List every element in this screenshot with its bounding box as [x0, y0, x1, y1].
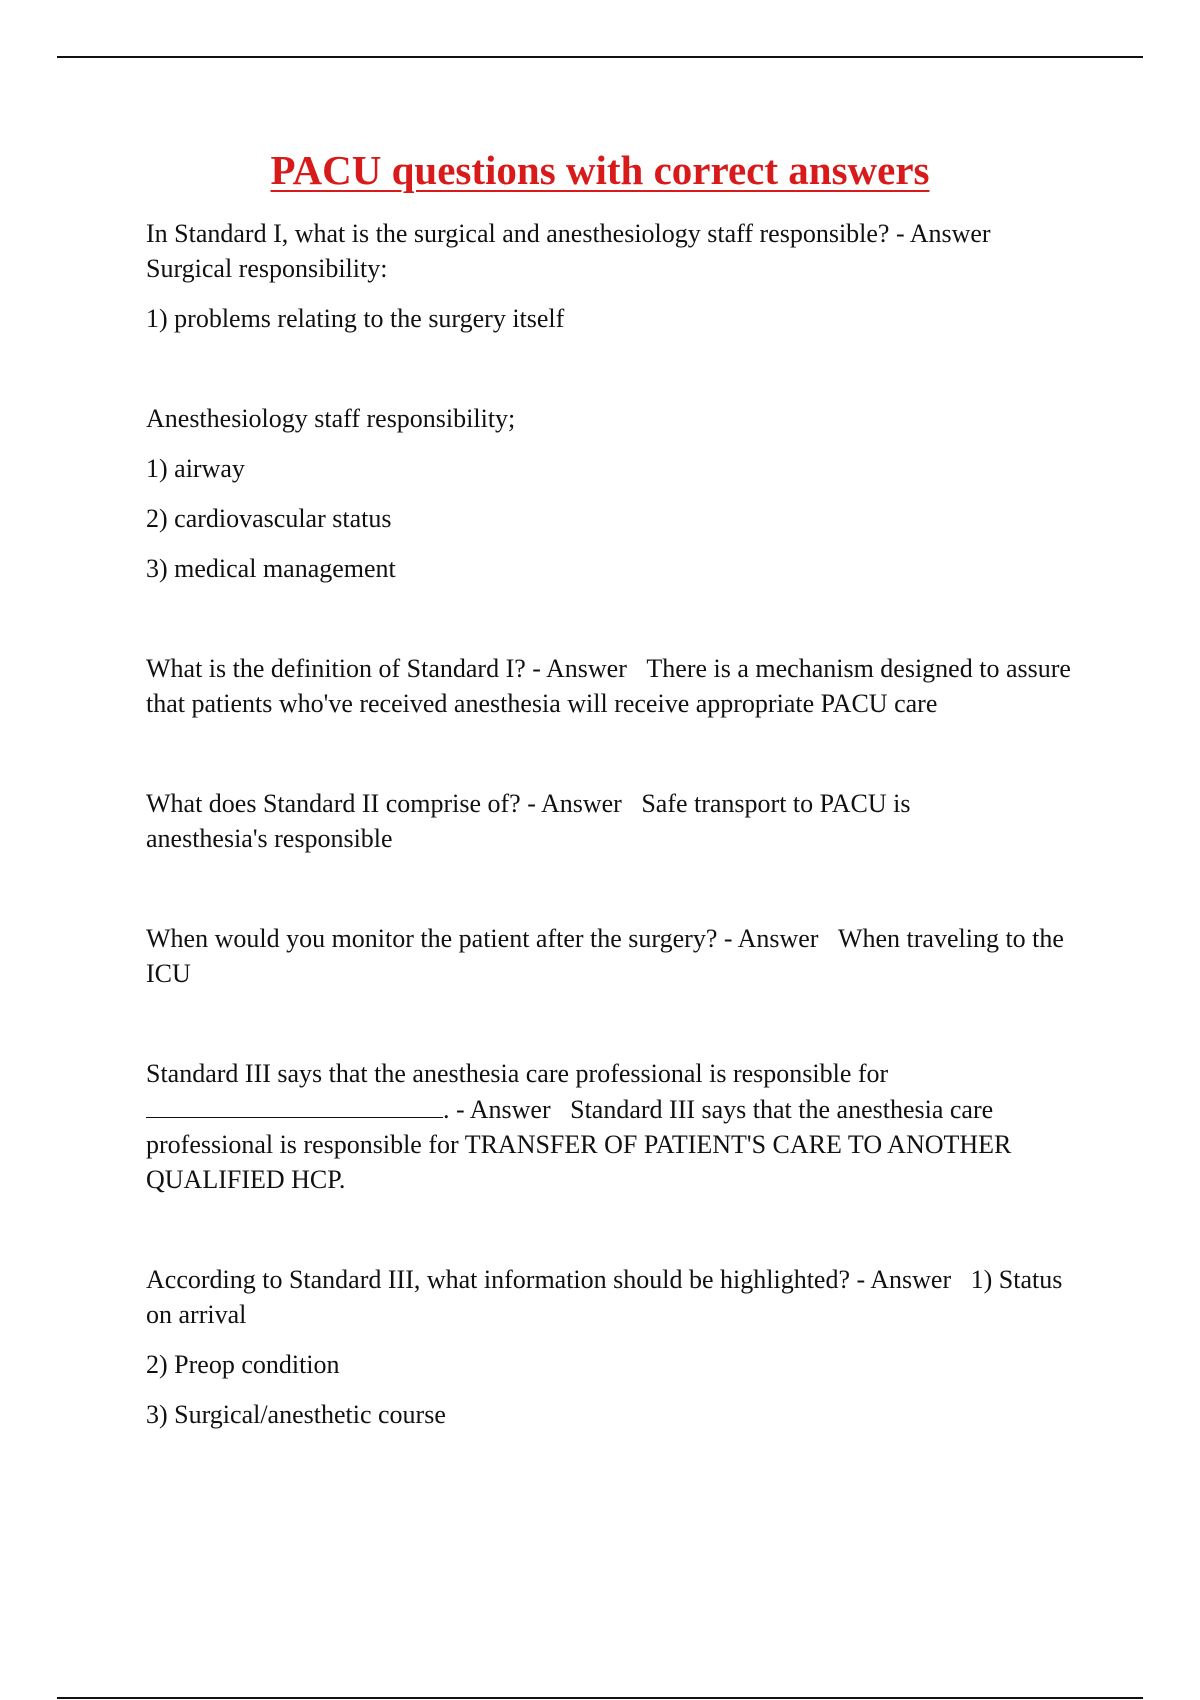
fill-in-blank	[146, 1091, 443, 1118]
separator: -	[717, 924, 738, 953]
answer-label: Answer	[540, 789, 622, 818]
document-title: PACU questions with correct answers	[270, 147, 930, 193]
question-text: Standard III says that the anesthesia care professional is responsible for	[146, 1059, 889, 1088]
answer-subheading: Anesthesiology staff responsibility;	[146, 404, 516, 433]
question-text: According to Standard III, what information should be highlighted?	[146, 1265, 851, 1294]
question-line	[146, 651, 1096, 721]
question-text: What is the definition of Standard I?	[146, 654, 526, 683]
answer-text: When traveling to the ICU	[146, 924, 1064, 988]
qa-block	[146, 1056, 1096, 1197]
question-end: .	[443, 1095, 450, 1124]
header-rule	[57, 56, 1143, 58]
answer-label: Answer	[909, 219, 991, 248]
answer-list-item: 3) medical management	[146, 554, 396, 583]
answer-label: Answer	[546, 654, 627, 683]
separator: -	[889, 219, 910, 248]
answer-list-item: 1) problems relating to the surgery itself	[146, 304, 565, 333]
document-body	[146, 216, 1096, 1432]
answer-label: Answer	[737, 924, 819, 953]
qa-block	[146, 786, 1096, 856]
question-text: In Standard I, what is the surgical and anesthesiology staff responsible?	[146, 219, 890, 248]
qa-block	[146, 216, 1096, 586]
answer-text: 1) Status on arrival	[146, 1265, 1063, 1329]
footer-rule	[57, 1697, 1143, 1699]
answer-text: There is a mechanism designed to assure that patients who've received anesthesia will receive appropriate PACU care	[146, 654, 1071, 718]
question-line	[146, 1056, 1051, 1197]
answer-text: Surgical responsibility:	[146, 254, 388, 283]
answer-text: Standard III says that the anesthesia care professional is responsible for TRANSFER OF PATIENT'S CARE TO ANOTHER QUALIFIED HCP.	[146, 1095, 1012, 1194]
question-text: When would you monitor the patient after the surgery?	[146, 924, 718, 953]
qa-block	[146, 921, 1096, 991]
answer-label: Answer	[469, 1095, 551, 1124]
answer-label: Answer	[870, 1265, 952, 1294]
answer-list-item: 2) Preop condition	[146, 1350, 340, 1379]
question-line	[146, 216, 1096, 286]
answer-list-item: 3) Surgical/anesthetic course	[146, 1400, 446, 1429]
answer-list-item: 1) airway	[146, 454, 245, 483]
answer-text: Safe transport to PACU is anesthesia's responsible	[146, 789, 911, 853]
question-line	[146, 921, 1086, 991]
qa-block	[146, 1262, 1096, 1432]
separator: -	[525, 654, 547, 683]
question-line	[146, 1262, 1086, 1332]
qa-block	[146, 651, 1096, 721]
question-line	[146, 786, 976, 856]
separator: -	[449, 1095, 470, 1124]
separator: -	[850, 1265, 871, 1294]
question-text: What does Standard II comprise of?	[146, 789, 521, 818]
answer-list-item: 2) cardiovascular status	[146, 504, 392, 533]
separator: -	[520, 789, 541, 818]
